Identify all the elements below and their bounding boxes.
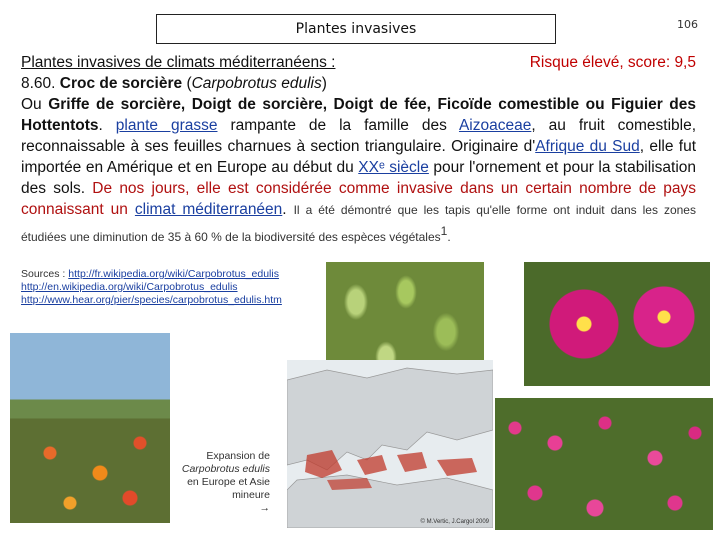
footnote-ref[interactable]: 1	[440, 224, 448, 238]
link-plante-grasse[interactable]: plante grasse	[115, 117, 218, 134]
link-climat-mediterraneen[interactable]: climat méditerranéen	[134, 201, 283, 218]
slide-title-box	[156, 14, 556, 44]
desc-text-6: De nos jours, elle est considérée comme invasive dans un certain nombre de pays connaissant un	[21, 180, 697, 218]
source-link-en-wikipedia[interactable]: http://en.wikipedia.org/wiki/Carpobrotus_edulis	[21, 281, 238, 293]
desc-text-2: rampante de la famille des	[230, 117, 447, 134]
source-link-hear[interactable]: http://www.hear.org/pier/species/carpobrotus_edulis.htm	[21, 294, 282, 306]
latin-name: Carpobrotus edulis	[191, 75, 322, 92]
category-heading[interactable]: Plantes invasives de climats méditerranéens :	[21, 54, 336, 71]
photo-pink-flowers	[524, 262, 710, 386]
arrow-right-icon: →	[259, 502, 270, 514]
photo-flower-field	[495, 398, 713, 530]
sources-block	[21, 268, 282, 307]
desc-text-5: pour l'ornement et pour la stabilisation des sols.	[21, 159, 697, 197]
common-name: Croc de sorcière	[59, 75, 183, 92]
range-map-graphic	[287, 360, 493, 528]
synonyms-prefix: Ou	[21, 96, 42, 113]
europe-range-map	[287, 360, 493, 528]
map-caption-prefix: Expansion de	[206, 450, 270, 462]
species-description: Plantes invasives de climats méditerranéens : Risque élevé, score: 9,5 8.60. Croc de sorcière (Carpobrotus edulis) Ou Griffe de sorcière, Doigt de sorcière, Doigt de fée, Ficoïde comestible ou Figuier des Hottentots. plante grasse rampante de la famille des Aizoaceae, au fruit comestible, reconnaissable à ses feuilles charnues à section triangulaire. Originaire d'Afrique du Sud, elle fut importée en Amérique et en Europe au début du XXᵉ siècle pour l'ornement et pour la stabilisation des sols. De nos jours, elle est considérée comme invasive dans un certain nombre de pays connaissant un climat méditerranéen. Il a été démontré que les tapis qu'elle forme ont induit dans les zones étudiées une diminution de 35 à 60 % de la biodiversité des espèces végétales$^1$.	[21, 54, 697, 245]
desc-text-3: , au fruit comestible, reconnaissable à ses feuilles charnues à section triangulaire. Originaire d'	[21, 117, 697, 155]
map-credit: © M.Vertic, J.Cargol 2009	[420, 519, 489, 525]
page-number: 106	[677, 18, 698, 31]
link-xxe-siecle[interactable]: XXᵉ siècle	[358, 159, 429, 176]
map-caption	[180, 450, 270, 515]
map-caption-latin: Carpobrotus edulis	[181, 463, 270, 475]
risk-score: Risque élevé, score: 9,5	[529, 54, 696, 71]
source-link-fr-wikipedia[interactable]: http://fr.wikipedia.org/wiki/Carpobrotus_edulis	[68, 268, 279, 280]
slide-title: Plantes invasives	[295, 21, 417, 37]
link-aizoaceae[interactable]: Aizoaceae	[458, 117, 532, 134]
map-caption-suffix: en Europe et Asie mineure	[187, 476, 270, 501]
biodiversity-note: Il a été démontré que les tapis qu'elle forme ont induit dans les zones étudiées une diminution de 35 à 60 % de la biodiversité des espèces végétales	[21, 203, 696, 245]
photo-coastal-carpet	[10, 333, 170, 523]
synonyms: Griffe de sorcière, Doigt de sorcière, Doigt de fée, Ficoïde comestible ou Figuier des Hottentots	[21, 96, 696, 134]
entry-number: 8.60.	[21, 75, 56, 92]
desc-text-4: , elle fut importée en Amérique et en Europe au début du	[21, 138, 697, 176]
sources-label: Sources :	[21, 268, 66, 280]
link-afrique-du-sud[interactable]: Afrique du Sud	[535, 138, 640, 155]
